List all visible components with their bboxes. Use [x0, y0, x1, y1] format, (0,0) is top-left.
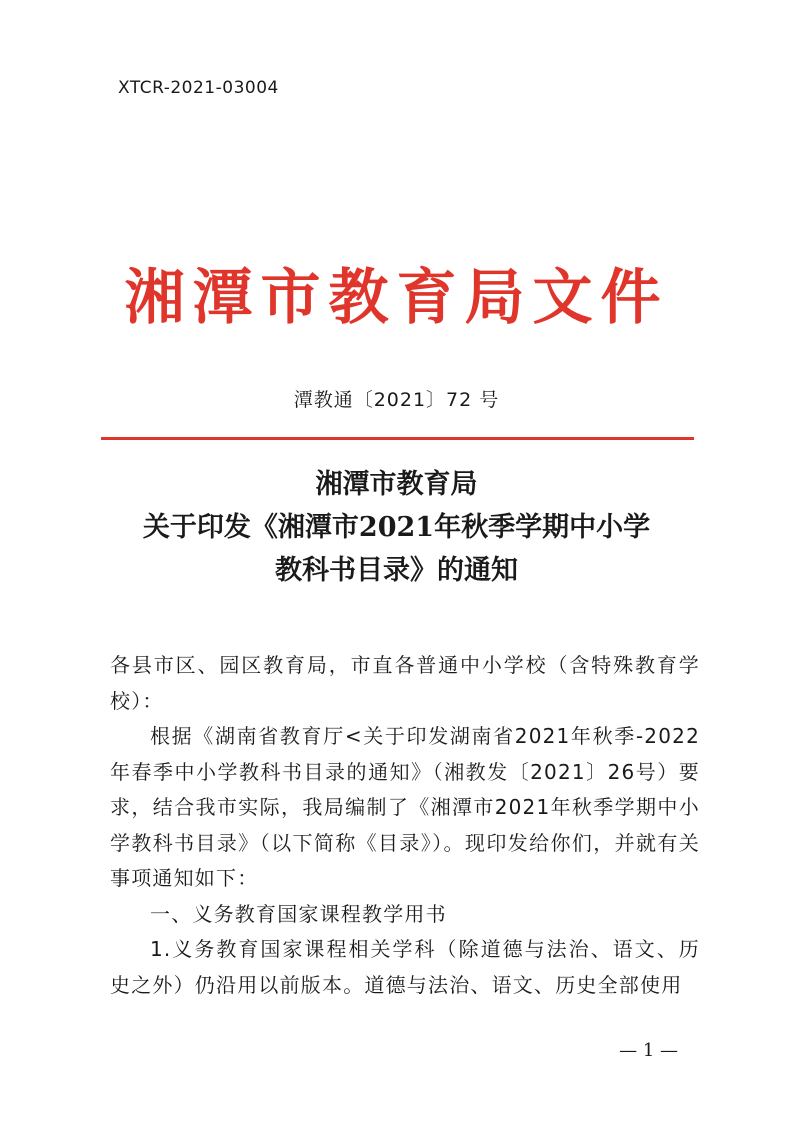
red-divider-line — [101, 437, 694, 440]
title-line-1: 湘潭市教育局 — [315, 469, 478, 500]
title-line-3: 教科书目录》的通知 — [275, 555, 518, 586]
section-heading-1: 一、义务教育国家课程教学用书 — [150, 901, 447, 926]
paragraph-1: 根据《湖南省教育厅<关于印发湖南省2021年秋季-2022年春季中小学教科书目录的通知》（湘教发〔2021〕26号）要求，结合我市实际，我局编制了《湘潭市2021年秋季学期中小学教科书目录》（以下简称《目录》）。现印发给你们，并就有关事项通知如下： — [110, 724, 700, 890]
title-line-2: 关于印发《湘潭市2021年秋季学期中小学 — [142, 512, 651, 543]
salutation: 各县市区、园区教育局，市直各普通中小学校（含特殊教育学校）： — [110, 653, 700, 713]
document-number: 潭教通〔2021〕72 号 — [293, 389, 500, 411]
page-number: — 1 — — [619, 1040, 678, 1061]
notice-title — [0, 463, 793, 592]
paragraph-2: 1.义务教育国家课程相关学科（除道德与法治、语文、历史之外）仍沿用以前版本。道德与法治、语文、历史全部使用 — [110, 937, 700, 997]
document-code: XTCR-2021-03004 — [118, 78, 279, 98]
notice-body — [110, 648, 700, 1003]
masthead-title: 湘潭市教育局文件 — [124, 263, 669, 333]
